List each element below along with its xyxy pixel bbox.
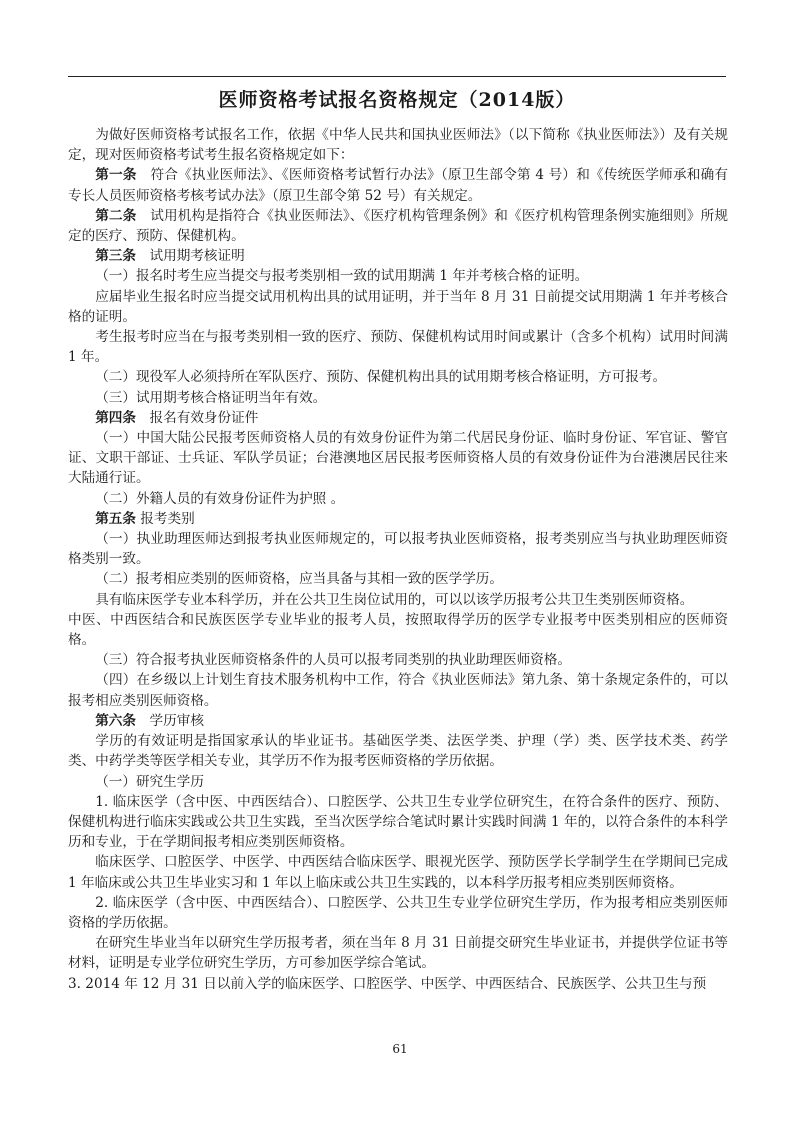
paragraph	[68, 428, 728, 489]
paragraph-text: 报名有效身份证件	[135, 409, 259, 426]
paragraph	[68, 569, 728, 589]
paragraph-text: 在研究生毕业当年以研究生学历报考者，须在当年 8 月 31 日前提交研究生毕业证书，并提供学位证书等材料，证明是专业学位研究生学历，方可参加医学综合笔试。	[68, 935, 728, 972]
paragraph-text: （一）执业助理医师达到报考执业医师规定的，可以报考执业医师资格，报考类别应当与执业助理医师资格类别一致。	[68, 531, 728, 568]
paragraph-text: 1. 临床医学（含中医、中西医结合）、口腔医学、公共卫生专业学位研究生，在符合条件的医疗、预防、保健机构进行临床实践或公共卫生实践，至当次医学综合笔试时累计实践时间满 1 年的，以符合条件的本科学历和专业，于在学期间报考相应类别医师资格。	[68, 793, 728, 851]
paragraph-text: （一）中国大陆公民报考医师资格人员的有效身份证件为第二代居民身份证、临时身份证、军官证、警官证、文职干部证、士兵证、军队学员证；台港澳地区居民报考医师资格人员的有效身份证件为台港澳居民往来大陆通行证。	[68, 430, 728, 487]
article-number: 第二条	[95, 207, 137, 224]
article-number: 第四条	[95, 409, 136, 426]
paragraph	[68, 165, 728, 205]
article-number: 第五条	[95, 510, 136, 527]
article-number: 第六条	[95, 712, 136, 729]
article-number: 第三条	[95, 248, 136, 265]
paragraph-text: （二）报考相应类别的医师资格，应当具备与其相一致的医学学历。	[95, 571, 503, 588]
paragraph-text: 学历的有效证明是指国家承认的毕业证书。基础医学类、法医学类、护理（学）类、医学技术类、药学类、中药学类等医学相关专业，其学历不作为报考医师资格的学历依据。	[68, 733, 728, 770]
paragraph-text: 学历审核	[135, 712, 204, 729]
document-title: 医师资格考试报名资格规定（2014版）	[218, 89, 576, 111]
paragraph	[68, 327, 728, 367]
paragraph-text: （二）外籍人员的有效身份证件为护照 。	[95, 490, 345, 507]
article-number: 第一条	[95, 167, 137, 184]
paragraph	[68, 509, 728, 529]
paragraph	[68, 287, 728, 327]
paragraph	[68, 893, 728, 933]
paragraph-text: （四）在乡级以上计划生育技术服务机构中工作，符合《执业医师法》第九条、第十条规定条件的，可以报考相应类别医师资格。	[68, 672, 728, 709]
page-number: 61	[392, 1042, 408, 1056]
paragraph-text: 为做好医师资格考试报名工作，依据《中华人民共和国执业医师法》（以下简称《执业医师法》）及有关规定，现对医师资格考试考生报名资格规定如下：	[68, 127, 728, 164]
paragraph-text: 3. 2014 年 12 月 31 日以前入学的临床医学、口腔医学、中医学、中西医结合、民族医学、公共卫生与预	[68, 975, 707, 992]
paragraph	[68, 731, 728, 771]
paragraph-text: （二）现役军人必须持所在军队医疗、预防、保健机构出具的试用期考核合格证明，方可报考。	[95, 369, 667, 386]
paragraph	[68, 650, 728, 670]
paragraph	[68, 388, 728, 408]
paragraph	[68, 529, 728, 569]
paragraph-text: 符合《执业医师法》、《医师资格考试暂行办法》（原卫生部令第 4 号）和《传统医学师承和确有专长人员医师资格考核考试办法》（原卫生部令第 52 号）有关规定。	[68, 167, 729, 204]
paragraph-text: 考生报考时应当在与报考类别相一致的医疗、预防、保健机构试用时间或累计（含多个机构）试用时间满 1 年。	[68, 329, 728, 366]
paragraph	[68, 792, 728, 853]
header-rule	[68, 76, 726, 77]
paragraph-text: （三）符合报考执业医师资格条件的人员可以报考同类别的执业助理医师资格。	[95, 652, 571, 669]
paragraph-text: 应届毕业生报名时应当提交试用机构出具的试用证明，并于当年 8 月 31 日前提交试用期满 1 年并考核合格的证明。	[68, 288, 728, 325]
paragraph	[68, 590, 728, 610]
paragraph-text: 试用机构是指符合《执业医师法》、《医疗机构管理条例》和《医疗机构管理条例实施细则》所规定的医疗、预防、保健机构。	[68, 207, 729, 245]
paragraph	[68, 489, 728, 509]
document-body	[68, 125, 728, 994]
paragraph-text: （一）报名时考生应当提交与报考类别相一致的试用期满 1 年并考核合格的证明。	[95, 268, 589, 285]
paragraph	[68, 266, 728, 286]
paragraph-text: 中医、中西医结合和民族医医学专业毕业的报考人员，按照取得学历的医学专业报考中医类别相应的医师资格。	[68, 611, 728, 649]
paragraph	[68, 670, 728, 710]
paragraph	[68, 711, 728, 731]
paragraph	[68, 246, 728, 266]
paragraph	[68, 772, 728, 792]
paragraph-text: 试用期考核证明	[135, 248, 245, 265]
paragraph-text: 临床医学、口腔医学、中医学、中西医结合临床医学、眼视光医学、预防医学长学制学生在学期间已完成 1 年临床或公共卫生毕业实习和 1 年以上临床或公共卫生实践的，以本科学历报考相应类别医师资格。	[68, 854, 728, 891]
paragraph	[68, 933, 728, 973]
paragraph	[68, 125, 728, 165]
paragraph-text: 报考类别	[135, 510, 195, 527]
paragraph	[68, 974, 728, 994]
paragraph-text: 2. 临床医学（含中医、中西医结合）、口腔医学、公共卫生专业学位研究生学历，作为报考相应类别医师资格的学历依据。	[68, 894, 728, 931]
paragraph	[68, 852, 728, 892]
paragraph-text: （一）研究生学历	[95, 773, 204, 790]
paragraph-text: （三）试用期考核合格证明当年有效。	[95, 389, 327, 406]
paragraph-text: 具有临床医学专业本科学历，并在公共卫生岗位试用的，可以以该学历报考公共卫生类别医师资格。	[95, 591, 694, 608]
paragraph	[68, 206, 728, 246]
paragraph	[68, 610, 728, 650]
paragraph	[68, 408, 728, 428]
paragraph	[68, 367, 728, 387]
